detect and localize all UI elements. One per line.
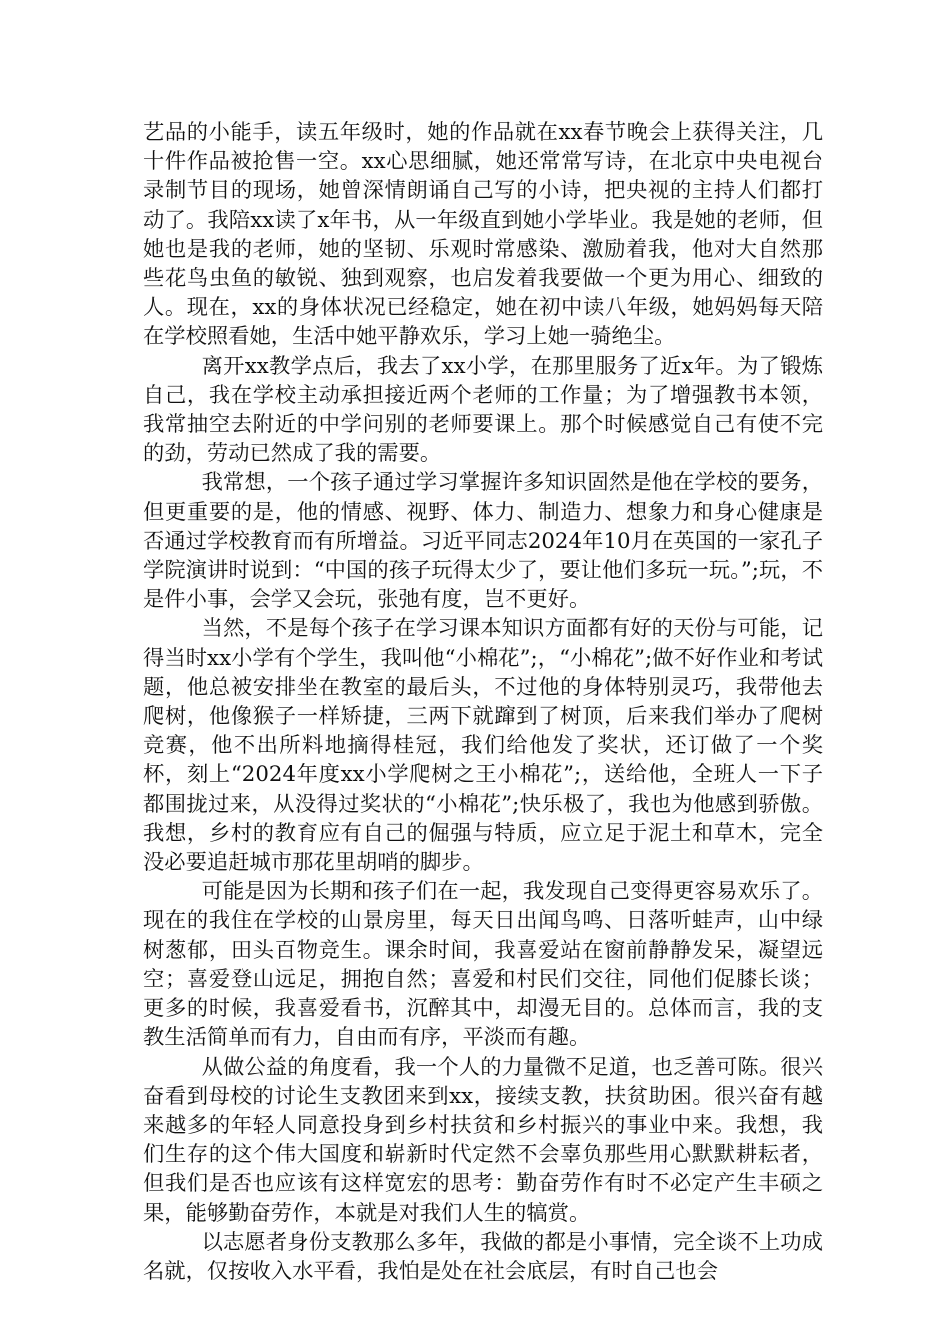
paragraph-6: 从做公益的角度看，我一个人的力量微不足道，也乏善可陈。很兴奋看到母校的讨论生支教团来到xx，接续支教，扶贫助困。很兴奋有越来越多的年轻人同意投身到乡村扶贫和乡村振兴的事业中来。我想，我们生存的这个伟大国度和崭新时代定然不会辜负那些用心默默耕耘者，但我们是否也应该有这样宽宏的思考：勤奋劳作有时不必定产生丰硕之果，能够勤奋劳作，本就是对我们人生的犒赏。 xyxy=(143,1054,823,1226)
paragraph-3: 我常想，一个孩子通过学习掌握许多知识固然是他在学校的要务，但更重要的是，他的情感、视野、体力、制造力、想象力和身心健康是否通过学校教育而有所增益。习近平同志2024年10月在英国的一家孔子学院演讲时说到：“中国的孩子玩得太少了，要让他们多玩一玩。”;玩，不是件小事，会学又会玩，张弛有度，岂不更好。 xyxy=(143,470,823,613)
paragraph-1: 艺品的小能手，读五年级时，她的作品就在xx春节晚会上获得关注，几十件作品被抢售一空。xx心思细腻，她还常常写诗，在北京中央电视台录制节目的现场，她曾深情朗诵自己写的小诗，把央视的主持人们都打动了。我陪xx读了x年书，从一年级直到她小学毕业。我是她的老师，但她也是我的老师，她的坚韧、乐观时常感染、激励着我，他对大自然那些花鸟虫鱼的敏锐、独到观察，也启发着我要做一个更为用心、细致的人。现在，xx的身体状况已经稳定，她在初中读八年级，她妈妈每天陪在学校照看她，生活中她平静欢乐，学习上她一骑绝尘。 xyxy=(143,120,823,350)
paragraph-2: 离开xx教学点后，我去了xx小学，在那里服务了近x年。为了锻炼自己，我在学校主动承担接近两个老师的工作量；为了增强教书本领，我常抽空去附近的中学问别的老师要课上。那个时候感觉自己有使不完的劲，劳动已然成了我的需要。 xyxy=(143,353,823,467)
paragraph-4: 当然，不是每个孩子在学习课本知识方面都有好的天份与可能，记得当时xx小学有个学生，我叫他“小棉花”;，“小棉花”;做不好作业和考试题，他总被安排坐在教室的最后头，不过他的身体特别灵巧，我带他去爬树，他像猴子一样矫捷，三两下就蹿到了树顶，后来我们举办了爬树竞赛，他不出所料地摘得桂冠，我们给他发了奖状，还订做了一个奖杯，刻上“2024年度xx小学爬树之王小棉花”;，送给他，全班人一下子都围拢过来，从没得过奖状的“小棉花”;快乐极了，我也为他感到骄傲。我想，乡村的教育应有自己的倔强与特质，应立足于泥土和草木，完全没必要追赶城市那花里胡哨的脚步。 xyxy=(143,616,823,876)
paragraph-7: 以志愿者身份支教那么多年，我做的都是小事情，完全谈不上功成名就，仅按收入水平看，我怕是处在社会底层，有时自己也会 xyxy=(143,1229,823,1284)
paragraph-5: 可能是因为长期和孩子们在一起，我发现自己变得更容易欢乐了。现在的我住在学校的山景房里，每天日出闻鸟鸣、日落听蛙声，山中绿树葱郁，田头百物竞生。课余时间，我喜爱站在窗前静静发呆，凝望远空；喜爱登山远足，拥抱自然；喜爱和村民们交往，同他们促膝长谈；更多的时候，我喜爱看书，沉醉其中，却漫无目的。总体而言，我的支教生活简单而有力，自由而有序，平淡而有趣。 xyxy=(143,879,823,1051)
document-page xyxy=(143,118,823,1286)
